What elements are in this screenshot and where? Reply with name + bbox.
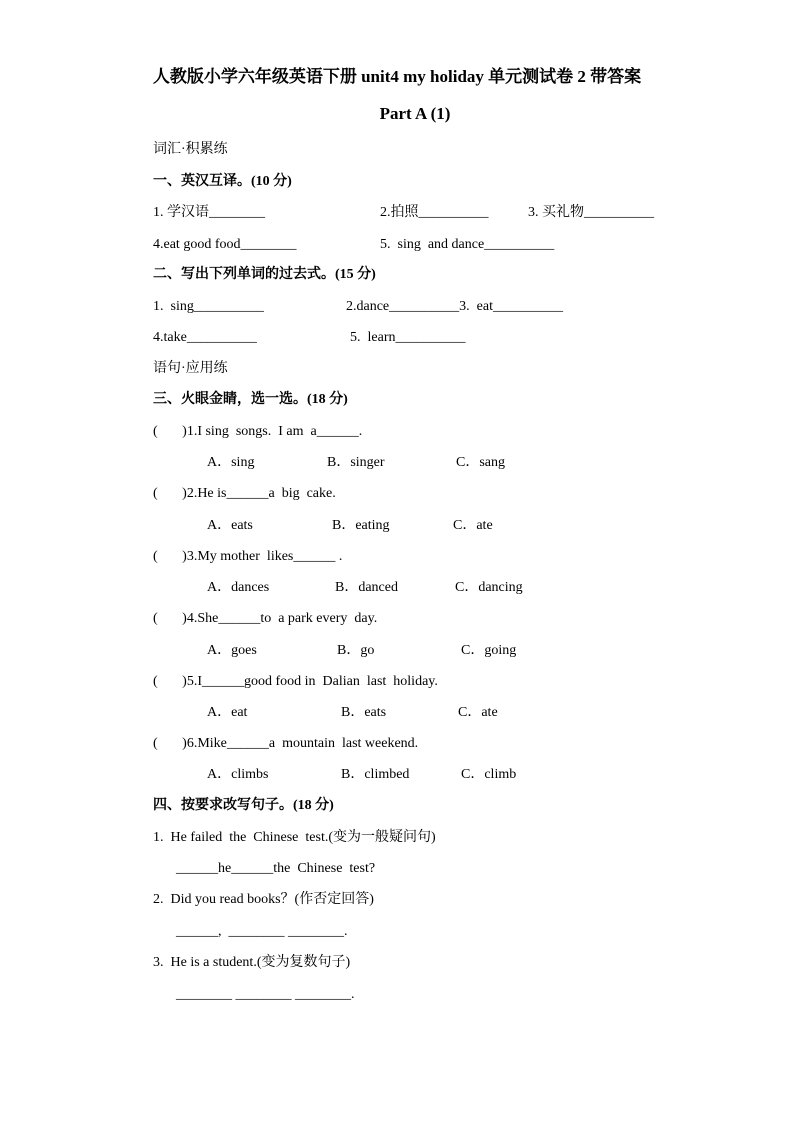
page-title: 人教版小学六年级英语下册 unit4 my holiday 单元测试卷 2 带答案 bbox=[152, 67, 642, 86]
mcq-option-c: C．ate bbox=[458, 705, 498, 720]
q1-heading: 一、英汉互译。(10 分) bbox=[153, 174, 292, 189]
mcq-option-a: A．sing bbox=[207, 455, 255, 470]
section-sentence-label: 语句·应用练 bbox=[153, 361, 228, 376]
rewrite-answer-line: ________ ________ ________. bbox=[176, 987, 355, 1002]
mcq-option-a: A．goes bbox=[207, 643, 257, 658]
mcq-option-a: A．dances bbox=[207, 580, 270, 595]
q4-heading: 四、按要求改写句子。(18 分) bbox=[153, 798, 334, 813]
mcq-option-b: B．go bbox=[337, 643, 375, 658]
rewrite-prompt: 2. Did you read books？(作否定回答) bbox=[153, 892, 374, 907]
mcq-option-b: B．eating bbox=[332, 518, 390, 533]
mcq-option-c: C．dancing bbox=[455, 580, 523, 595]
mcq-option-c: C．going bbox=[461, 643, 517, 658]
mcq-stem: ( )2.He is______a big cake. bbox=[153, 486, 336, 501]
q1-item: 1. 学汉语________ bbox=[153, 205, 265, 220]
q2-item: 5. learn__________ bbox=[350, 330, 466, 345]
q3-heading: 三、火眼金睛，选一选。(18 分) bbox=[153, 392, 348, 407]
mcq-option-a: A．climbs bbox=[207, 767, 269, 782]
rewrite-prompt: 1. He failed the Chinese test.(变为一般疑问句) bbox=[153, 830, 436, 845]
q2-item: 1. sing__________ bbox=[153, 299, 264, 314]
mcq-stem: ( )4.She______to a park every day. bbox=[153, 611, 378, 626]
q2-heading: 二、写出下列单词的过去式。(15 分) bbox=[153, 267, 376, 282]
mcq-option-a: A．eats bbox=[207, 518, 253, 533]
mcq-option-c: C．ate bbox=[453, 518, 493, 533]
rewrite-prompt: 3. He is a student.(变为复数句子) bbox=[153, 955, 351, 970]
page-subtitle: Part A (1) bbox=[379, 104, 451, 123]
mcq-option-c: C．sang bbox=[456, 455, 505, 470]
mcq-option-b: B．singer bbox=[327, 455, 385, 470]
mcq-option-c: C．climb bbox=[461, 767, 517, 782]
mcq-option-b: B．danced bbox=[335, 580, 398, 595]
mcq-option-b: B．climbed bbox=[341, 767, 410, 782]
mcq-option-a: A．eat bbox=[207, 705, 248, 720]
q1-item: 4.eat good food________ bbox=[153, 237, 297, 252]
mcq-option-b: B．eats bbox=[341, 705, 387, 720]
section-vocab-label: 词汇·积累练 bbox=[153, 142, 228, 157]
mcq-stem: ( )5.I______good food in Dalian last holiday. bbox=[153, 674, 438, 689]
rewrite-answer-line: ______he______the Chinese test? bbox=[176, 861, 376, 876]
rewrite-answer-line: ______, ________ ________. bbox=[176, 924, 348, 939]
q1-item: 5. sing and dance__________ bbox=[380, 237, 555, 252]
mcq-stem: ( )6.Mike______a mountain last weekend. bbox=[153, 736, 419, 751]
mcq-stem: ( )1.I sing songs. I am a______. bbox=[153, 424, 363, 439]
q2-item: 4.take__________ bbox=[153, 330, 257, 345]
mcq-stem: ( )3.My mother likes______ . bbox=[153, 549, 343, 564]
q1-item: 2.拍照__________ bbox=[380, 205, 489, 220]
q2-item: 2.dance__________3. eat__________ bbox=[346, 299, 563, 314]
q1-item: 3. 买礼物__________ bbox=[528, 205, 654, 220]
